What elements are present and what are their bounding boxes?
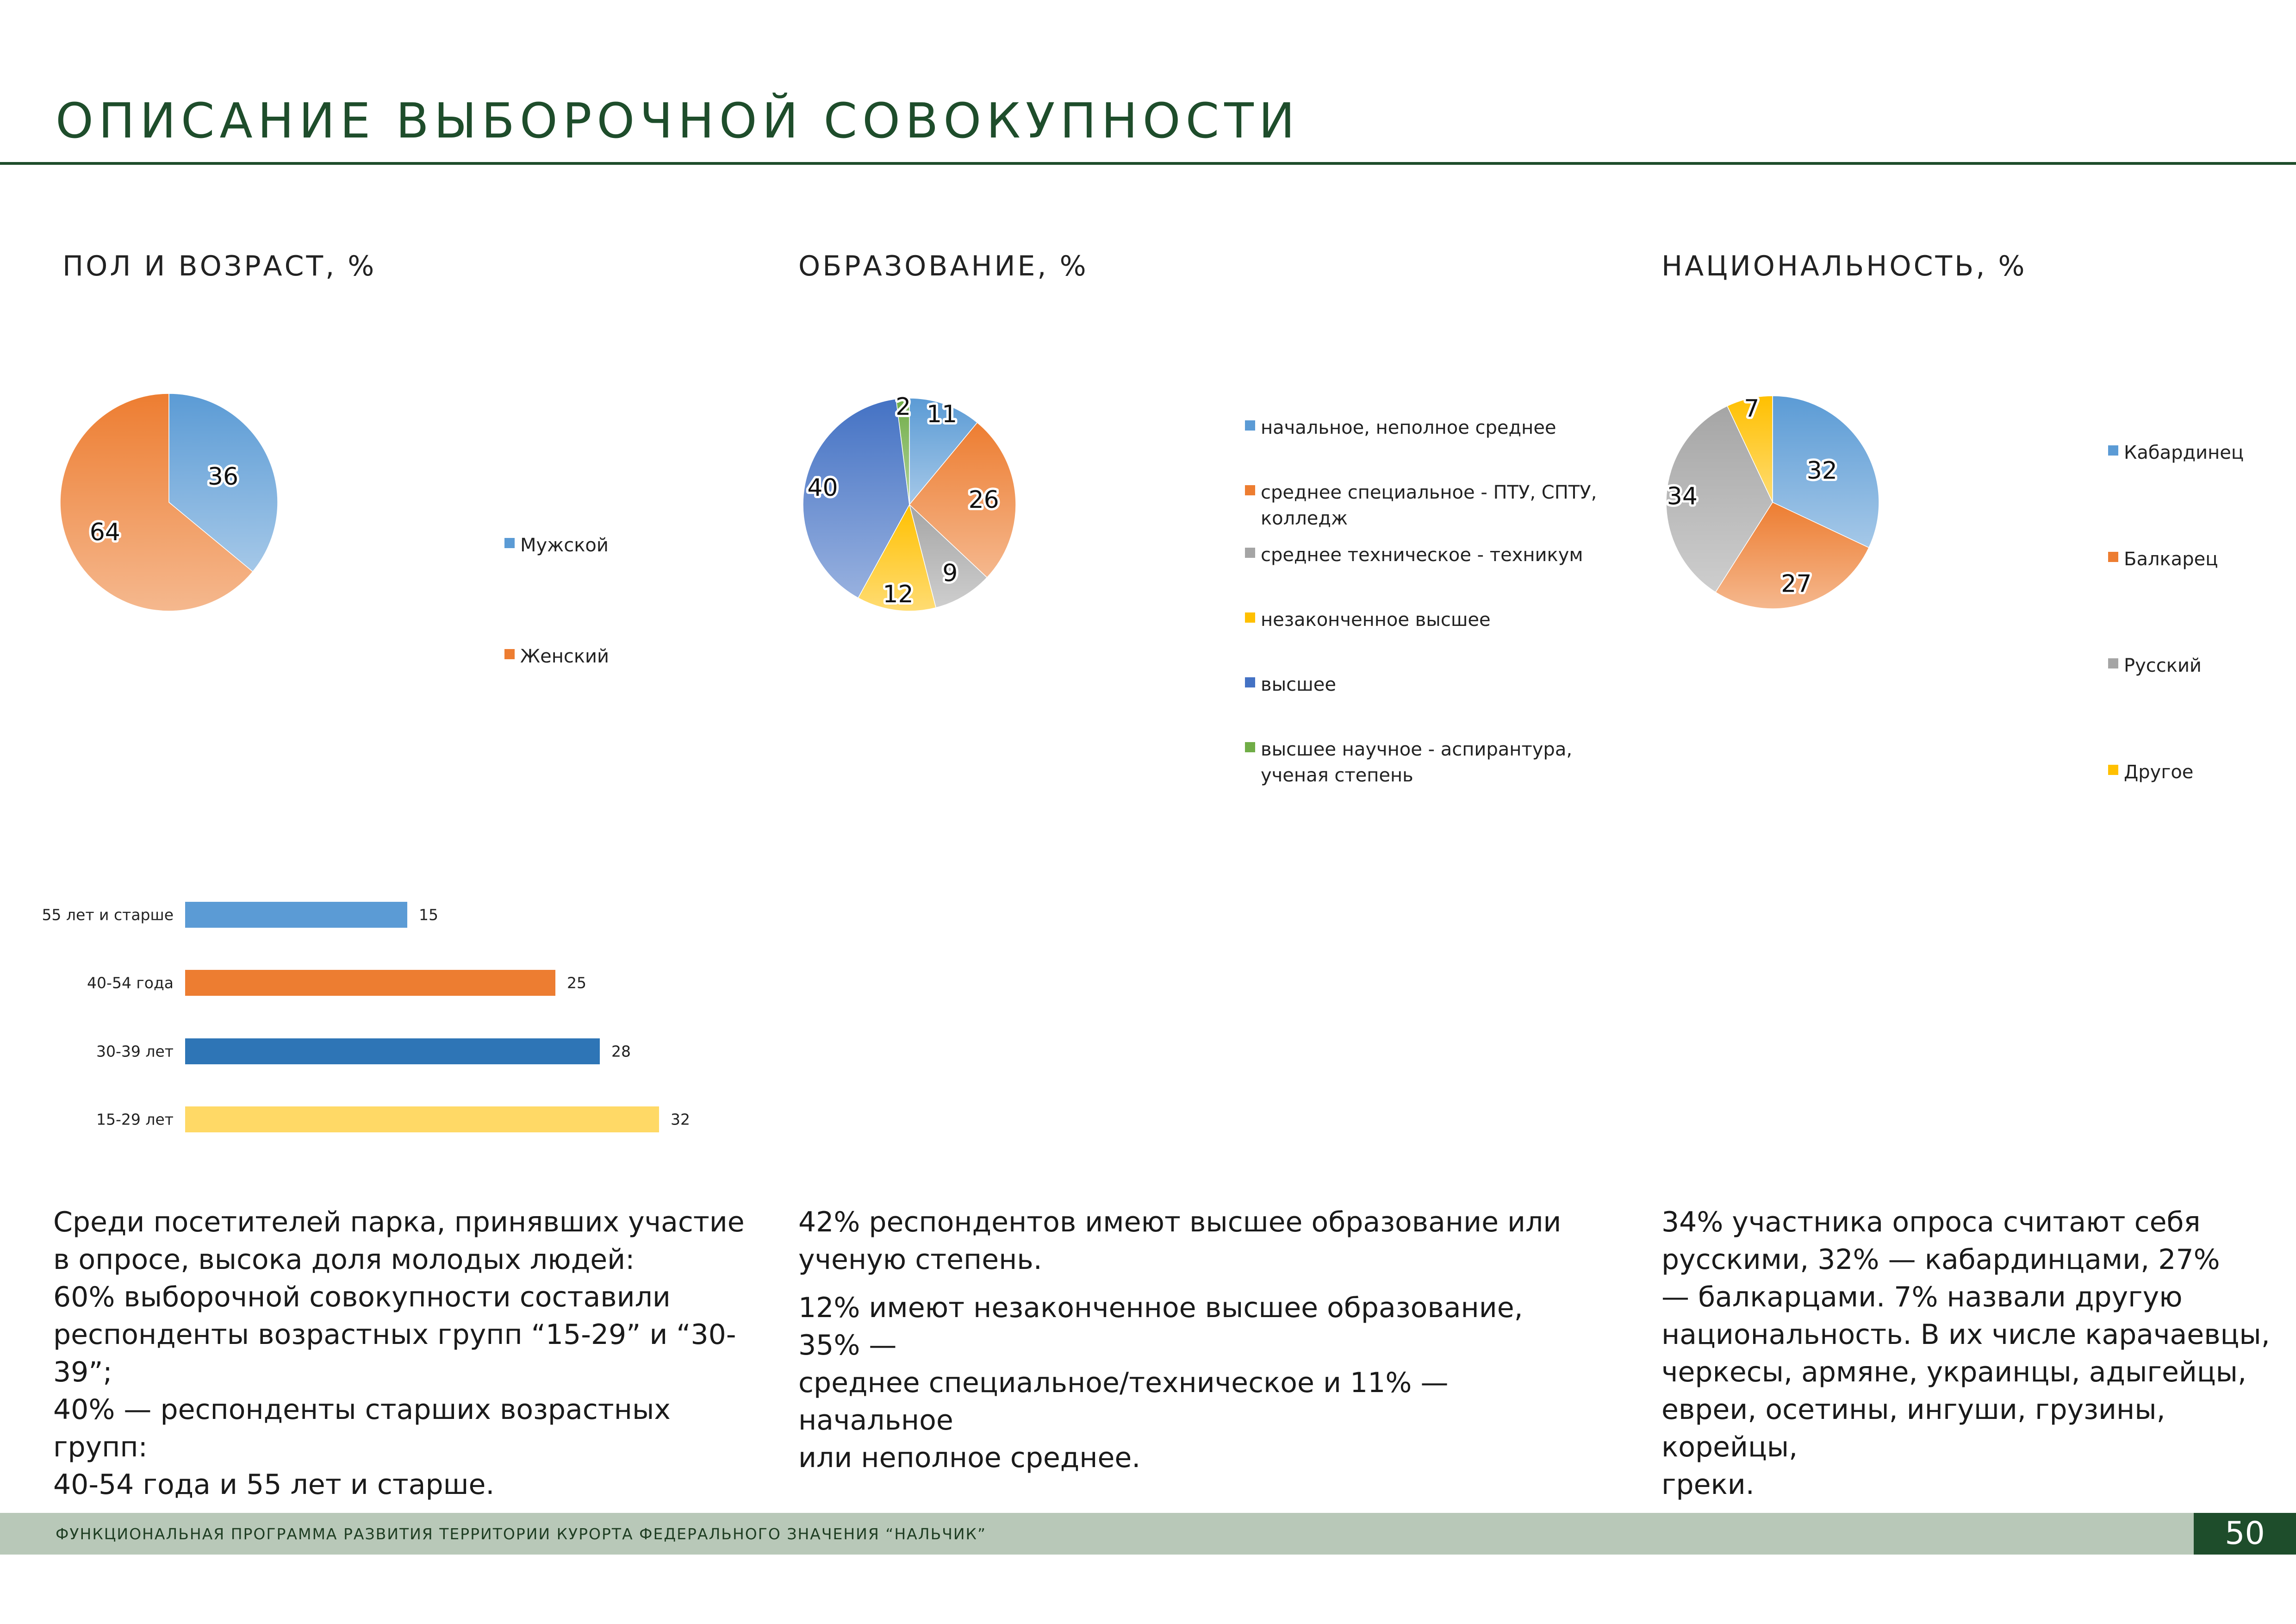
gender-description xyxy=(53,1204,771,1504)
text-line: ученую степень. xyxy=(798,1243,1042,1276)
legend-item xyxy=(1245,607,1491,633)
data-label: 7 xyxy=(1744,394,1760,423)
legend-label: среднее специальное - ПТУ, СПТУ, колледж xyxy=(1261,482,1597,529)
bar-value-label: 15 xyxy=(419,906,438,924)
legend-swatch xyxy=(1245,485,1255,495)
text-line: Среди посетителей парка, принявших участие xyxy=(53,1206,745,1238)
legend-item xyxy=(2108,653,2202,679)
nationality-legend xyxy=(2108,440,2284,792)
legend-swatch xyxy=(1245,420,1255,431)
legend-item xyxy=(2108,440,2244,466)
bar-value-label: 28 xyxy=(611,1042,631,1061)
text-line: или неполное среднее. xyxy=(798,1442,1141,1474)
education-legend xyxy=(1245,415,1615,794)
legend-item xyxy=(1245,415,1556,441)
title-rule xyxy=(0,162,2296,165)
legend-label: высшее xyxy=(1261,674,1336,695)
text-line: 12% имеют незаконченное высшее образование, 35% — xyxy=(798,1292,1523,1362)
data-label: 9 xyxy=(942,559,958,587)
text-line: респонденты возрастных групп “15-29” и “30-39”; xyxy=(53,1318,736,1388)
legend-swatch xyxy=(2108,658,2118,668)
text-line: черкесы, армяне, украинцы, адыгейцы, xyxy=(1661,1356,2247,1388)
bar-category-label: 55 лет и старше xyxy=(42,906,174,924)
legend-item xyxy=(1245,480,1597,531)
legend-swatch xyxy=(2108,765,2118,775)
legend-item xyxy=(1245,672,1336,698)
data-label: 36 xyxy=(207,462,239,491)
legend-label: Женский xyxy=(520,646,609,667)
bar-40-54 года xyxy=(185,970,555,996)
gender-section-title: ПОЛ И ВОЗРАСТ, % xyxy=(62,250,377,282)
text-line: — балкарцами. 7% назвали другую xyxy=(1661,1281,2183,1313)
data-label: 32 xyxy=(1806,457,1837,485)
legend-swatch xyxy=(2108,445,2118,456)
data-label: 64 xyxy=(89,518,120,547)
legend-swatch xyxy=(1245,548,1255,558)
data-label: 34 xyxy=(1667,482,1698,511)
text-line: русскими, 32% — кабардинцами, 27% xyxy=(1661,1243,2220,1276)
education-section-title: ОБРАЗОВАНИЕ, % xyxy=(798,250,1089,282)
legend-swatch xyxy=(1245,677,1255,687)
text-line: 60% выборочной совокупности составили xyxy=(53,1281,671,1313)
nationality-description xyxy=(1661,1204,2282,1504)
text-line: 40% — респонденты старших возрастных групп: xyxy=(53,1393,671,1463)
education-pie-chart xyxy=(803,393,1016,611)
legend-label: Кабардинец xyxy=(2124,442,2244,463)
data-label: 11 xyxy=(927,400,958,429)
data-label: 27 xyxy=(1781,570,1812,598)
legend-label: среднее техническое - техникум xyxy=(1261,544,1583,566)
text-line: греки. xyxy=(1661,1468,1755,1501)
legend-label: Русский xyxy=(2124,655,2202,676)
legend-swatch xyxy=(504,649,515,659)
bar-category-label: 40-54 года xyxy=(87,974,174,992)
data-label: 40 xyxy=(807,474,838,502)
legend-item xyxy=(504,532,609,558)
legend-label: начальное, неполное среднее xyxy=(1261,417,1556,438)
bar-55 лет и старше xyxy=(185,902,407,928)
legend-swatch xyxy=(1245,742,1255,752)
text-line: 42% респондентов имеют высшее образование или xyxy=(798,1206,1562,1238)
data-label: 26 xyxy=(968,486,999,514)
text-line: среднее специальное/техническое и 11% — начальное xyxy=(798,1367,1449,1437)
nationality-section-title: НАЦИОНАЛЬНОСТЬ, % xyxy=(1661,250,2027,282)
bar-15-29 лет xyxy=(185,1106,659,1132)
legend-label: Балкарец xyxy=(2124,549,2218,570)
legend-label: высшее научное - аспирантура, ученая степень xyxy=(1261,739,1573,786)
bar-30-39 лет xyxy=(185,1038,600,1064)
text-line: евреи, осетины, ингуши, грузины, корейцы, xyxy=(1661,1393,2165,1463)
page-number: 50 xyxy=(2194,1513,2296,1555)
legend-label: Мужской xyxy=(520,535,609,556)
bar-value-label: 25 xyxy=(567,974,586,992)
legend-swatch xyxy=(504,538,515,548)
text-line: 34% участника опроса считают себя xyxy=(1661,1206,2201,1238)
legend-label: Другое xyxy=(2124,762,2194,783)
legend-item xyxy=(504,643,609,669)
data-label: 2 xyxy=(896,393,911,421)
bar-category-label: 15-29 лет xyxy=(96,1110,174,1129)
gender-legend xyxy=(504,532,643,671)
footer-text: ФУНКЦИОНАЛЬНАЯ ПРОГРАММА РАЗВИТИЯ ТЕРРИТОРИИ КУРОРТА ФЕДЕРАЛЬНОГО ЗНАЧЕНИЯ “НАЛЬЧИК” xyxy=(56,1525,987,1543)
legend-swatch xyxy=(1245,612,1255,623)
page-title: ОПИСАНИЕ ВЫБОРОЧНОЙ СОВОКУПНОСТИ xyxy=(56,93,1300,149)
nationality-pie-chart xyxy=(1666,396,1879,609)
legend-item xyxy=(1245,542,1583,568)
data-label: 12 xyxy=(883,580,914,608)
legend-swatch xyxy=(2108,552,2118,562)
legend-item xyxy=(2108,759,2193,785)
legend-item xyxy=(2108,546,2218,572)
bar-category-label: 30-39 лет xyxy=(96,1042,174,1061)
education-description-1 xyxy=(798,1204,1585,1279)
footer-bar xyxy=(0,1513,2194,1555)
text-line: 40-54 года и 55 лет и старше. xyxy=(53,1468,495,1501)
legend-label: незаконченное высшее xyxy=(1261,609,1491,631)
text-line: в опросе, высока доля молодых людей: xyxy=(53,1243,635,1276)
age-bar-chart xyxy=(42,893,740,1139)
bar-value-label: 32 xyxy=(671,1110,690,1129)
education-description-2 xyxy=(798,1289,1585,1477)
legend-item xyxy=(1245,737,1572,788)
text-line: национальность. В их числе карачаевцы, xyxy=(1661,1318,2270,1351)
gender-pie-chart xyxy=(60,394,278,611)
